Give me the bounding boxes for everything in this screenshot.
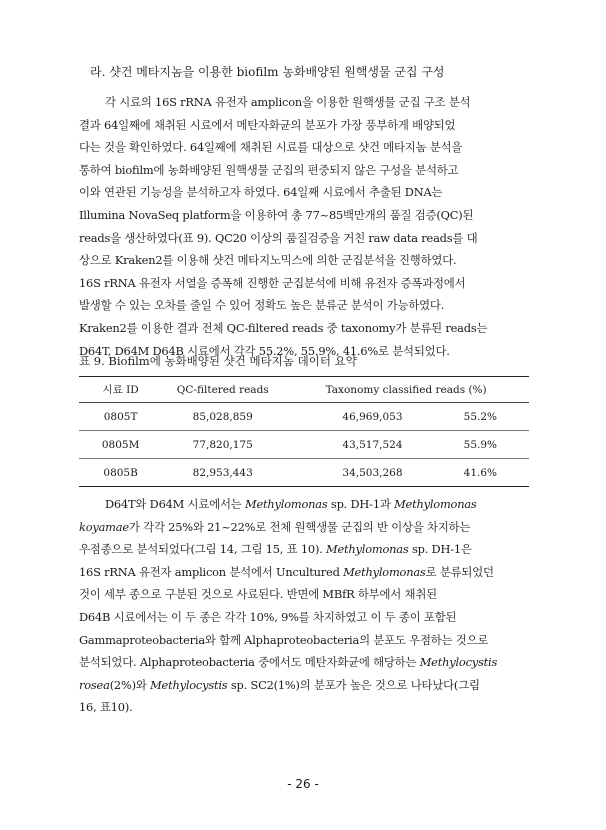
paragraph-shotgun-summary	[79, 91, 529, 362]
paragraph-line: 다는 것을 확인하였다. 64일째에 채취된 시료를 대상으로 샷건 메타지놈 분석을	[79, 140, 463, 155]
header-taxonomy-classified: Taxonomy classified reads (%)	[325, 383, 487, 396]
section-heading: 라. 샷건 메타지놈을 이용한 biofilm 농화배양된 원핵생물 군집 구성	[90, 65, 445, 79]
species-name: koyamae	[79, 519, 129, 534]
paragraph-line: 통하여 biofilm에 농화배양된 원핵생물 군집의 편중되지 않은 구성을 분석하고	[79, 162, 459, 177]
cell-sample-id: 0805T	[103, 410, 138, 423]
table-row	[79, 403, 529, 431]
species-name: Methylomonas	[343, 564, 426, 579]
cell-qc-reads: 77,820,175	[192, 438, 253, 451]
species-name: Methylomonas	[245, 497, 328, 511]
text-run: 우점종으로 분석되었다(그림 14, 그림 15, 표 10).	[79, 542, 327, 557]
paragraph-line	[79, 538, 529, 561]
paragraph-line: reads을 생산하였다(표 9). QC20 이상의 품질검증을 거친 raw data reads를 대	[79, 230, 478, 245]
cell-classified-percent: 55.2%	[463, 410, 497, 423]
paragraph-line: 것이 세부 종으로 구분된 것으로 사료된다. 반면에 MBfR 하부에서 채취된	[79, 587, 437, 602]
paragraph-line: 결과 64일째에 채취된 시료에서 메탄자화균의 분포가 가장 풍부하게 배양되었	[79, 117, 456, 132]
text-run: 분석되었다. Alphaproteobacteria 중에서도 메탄자화균에 해당하는	[79, 655, 420, 670]
paragraph-dominant-species	[79, 493, 529, 719]
table-row	[79, 459, 529, 487]
paragraph-line: 16, 표10).	[79, 700, 133, 715]
paragraph-line	[79, 516, 529, 539]
paragraph-line	[79, 651, 529, 674]
cell-classified-reads: 34,503,268	[342, 466, 403, 479]
table-caption: 표 9. Biofilm에 농화배양된 샷건 메타지놈 데이터 요약	[79, 354, 357, 368]
cell-sample-id: 0805B	[103, 466, 138, 479]
paragraph-line: 16S rRNA 유전자 서열을 증폭해 진행한 군집분석에 비해 유전자 증폭과정에서	[79, 275, 466, 290]
cell-classified-percent: 41.6%	[463, 466, 497, 479]
paragraph-line: 발생할 수 있는 오차를 줄일 수 있어 정확도 높은 분류군 분석이 가능하였다.	[79, 298, 445, 313]
species-name: Methylocystis	[419, 655, 498, 670]
species-name: Methylomonas	[326, 542, 409, 557]
cell-classified-reads: 46,969,053	[342, 410, 403, 423]
shotgun-data-table	[79, 376, 529, 487]
text-run: D64T와 D64M 시료에서는	[105, 497, 245, 511]
cell-qc-reads: 85,028,859	[192, 410, 253, 423]
paragraph-line: Kraken2를 이용한 결과 전체 QC-filtered reads 중 taxonomy가 분류된 reads는	[79, 320, 488, 335]
cell-classified-percent: 55.9%	[463, 438, 497, 451]
paragraph-line: D64B 시료에서는 이 두 종은 각각 10%, 9%를 차지하였고 이 두 종이 포함된	[79, 609, 457, 624]
text-run: sp. DH-1은	[408, 542, 472, 557]
paragraph-line: D64T, D64M D64B 시료에서 각각 55.2%, 55.9%, 41.6%로 분석되었다.	[79, 343, 450, 358]
text-run: 로 분류되었던	[425, 564, 494, 579]
species-name: rosea	[79, 677, 110, 692]
page-number: - 26 -	[287, 777, 319, 791]
paragraph-line	[79, 561, 529, 584]
text-run: (2%)와	[109, 677, 151, 692]
table-header-row	[79, 377, 529, 403]
paragraph-line	[79, 493, 529, 516]
cell-classified-reads: 43,517,524	[342, 438, 403, 451]
species-name: Methylomonas	[394, 497, 477, 511]
species-name: Methylocystis	[150, 677, 228, 692]
paragraph-line: 이와 연관된 기능성을 분석하고자 하였다. 64일째 시료에서 추출된 DNA는	[79, 185, 443, 200]
paragraph-line: 각 시료의 16S rRNA 유전자 amplicon을 이용한 원핵생물 군집 구조 분석	[105, 95, 471, 109]
paragraph-line: 상으로 Kraken2를 이용해 샷건 메타지노믹스에 의한 군집분석을 진행하였다.	[79, 253, 457, 268]
text-run: 16S rRNA 유전자 amplicon 분석에서 Uncultured	[79, 564, 344, 579]
paragraph-line	[79, 674, 529, 697]
header-sample-id: 시료 ID	[102, 384, 139, 396]
text-run: sp. DH-1과	[327, 497, 395, 511]
cell-qc-reads: 82,953,443	[192, 466, 253, 479]
header-qc-filtered-reads: QC-filtered reads	[176, 383, 269, 396]
text-run: sp. SC2(1%)의 분포가 높은 것으로 나타났다(그림	[227, 677, 480, 692]
cell-sample-id: 0805M	[101, 438, 140, 451]
paragraph-line: Illumina NovaSeq platform을 이용하여 총 77~85백만개의 품질 검증(QC)된	[79, 207, 474, 222]
table-row	[79, 431, 529, 459]
paragraph-line: Gammaproteobacteria와 함께 Alphaproteobacteria의 분포도 우점하는 것으로	[79, 632, 489, 647]
text-run: 가 각각 25%와 21~22%로 전체 원핵생물 군집의 반 이상을 차지하는	[128, 519, 471, 534]
